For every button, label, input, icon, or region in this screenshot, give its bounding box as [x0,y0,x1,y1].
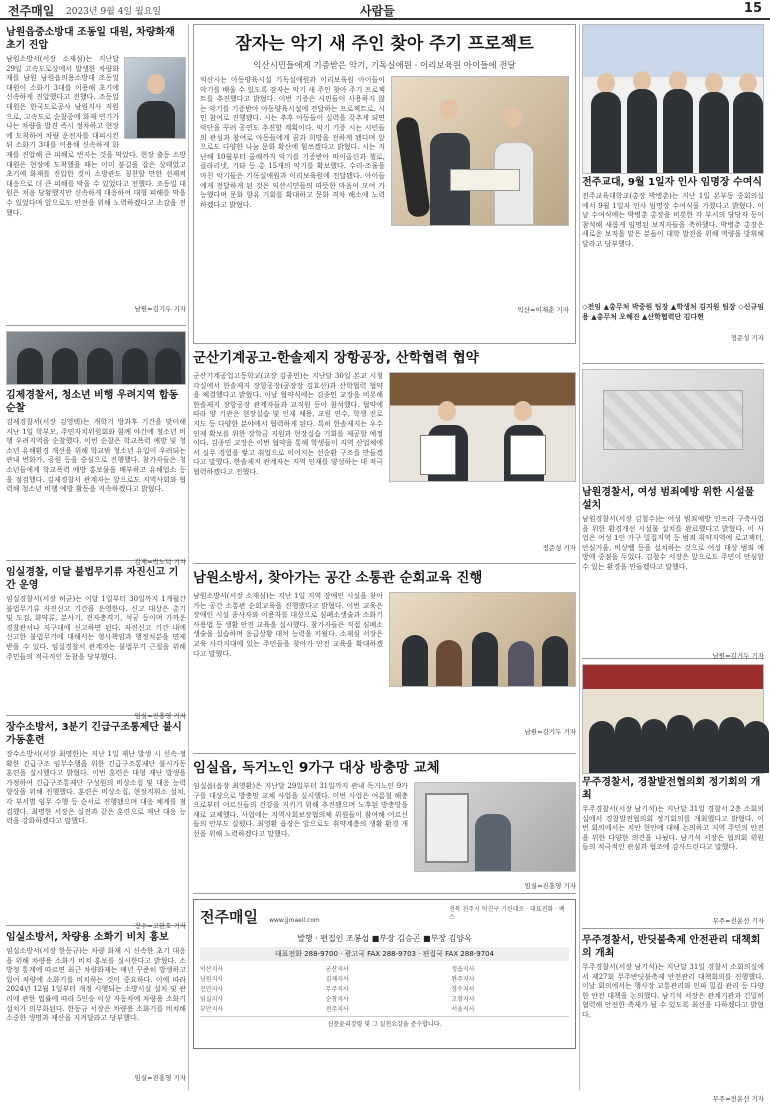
branch-item: 익산지사 [200,966,224,973]
article-headline: 무주경찰서, 경찰발전협의회 정기회의 개최 [582,777,761,801]
masthead [0,0,770,20]
masthead-brand: 전주매일 [8,4,55,18]
article-headline: 남원경찰서, 여성 범죄예방 위한 시설물 설치 [582,487,755,511]
article-headline: 임실경찰, 이달 불법무기류 자진신고 기간 운영 [6,567,179,591]
staff-phones: 대표전화 288-9700 · 광고국 FAX 288-9703 · 편집국 FAX 288-9704 [200,947,569,961]
article-byline: 임실=진홍영 기자 [134,1074,186,1082]
article [582,664,764,929]
article-byline: 남원=김기두 기자 [134,305,186,313]
staff-people: 발행 · 편집인 조봉섭 ■부장 김승곤 ■부장 김양옥 [297,934,472,943]
branch-item: 진안지사 [200,986,224,993]
branch-item: 정읍지사 [451,966,475,973]
article-headline: 남원소방서, 찾아가는 공간 소통관 순회교육 진행 [193,570,483,586]
article-byline: 남원=김기두 기자 [524,728,576,736]
article-byline: 김제=박노덕 기자 [134,558,186,566]
appointment-ceremony-photo [582,24,764,174]
branch-list [200,964,569,1013]
feature-body: 익산시는 아동양육시설 기독실애원과 이리보육원 아이들이 악기를 배울 수 있도록 잠자는 악기 새 주인 찾아 주기 프로젝트를 추진했다고 밝혔다. 이번 기증은 시민들이 사용하지 않는 악기를 기증받아 아동양육시설에 전달하는 프로젝트로, 시민 참여로 진행됐다. 시는 추후 아동들이 실력을 갖추게 되면 악단을 꾸려 공연도 추진할 계획이다. 악기 기증 시는 시민들의 관심과 참여로 아동들에게 꿈과 희망을 전하게 됐다며 앞으로도 다양한 나눔 문화 확산에 힘쓰겠다고 밝혔다. 시는 지난해 10월부터 올해까지 악기를 기증받아 바이올린과 첼로, 클라리넷, 기타 등 총 15개의 악기를 확보했다. 수리·조율을 마친 악기들은 기독실애원과 이리보육원에 전달됐다. 아이들에게 전달하게 된 것은 익산시민들의 따뜻한 마음이 모여 가능했다며 문화 향유 기회를 확대하고 문화 격차 해소에 노력하겠다고 밝혔다. [200,76,385,209]
article-headline: 남원읍중소방대 조동일 대원, 차량화재 초기 진압 [6,27,175,51]
council-meeting-photo [582,664,764,774]
article-headline: 장수소방서, 3분기 긴급구조통제단 불시가동훈련 [6,722,182,746]
right-column [582,24,764,1109]
article [582,934,764,1104]
branch-item: 장수지사 [451,986,475,993]
article-body: 무주경찰서(서장 남기석)는 지난달 31일 경찰서 2층 소회의실에서 경찰발전협의회 정기회의를 개최했다고 밝혔다. 이번 회의에서는 치안 현안에 대해 논의하고 지역 주민의 안전을 위한 다양한 의견을 나눴다. 남기석 서장은 협의회 위원들의 적극적인 관심과 협조에 감사드린다고 말했다. [582,805,764,852]
middle-column [193,24,576,1049]
article [193,569,576,754]
feature-article [193,24,576,344]
article-byline: 임실=진홍영 기자 [134,712,186,720]
article-byline: 무주=전운선 기자 [712,917,764,925]
article-body: 남원경찰서(서장 김철수)는 여성 범죄예방 인프라 구축사업을 위한 환경개선 시설물 설치를 완료했다고 밝혔다. 이 사업은 여성 1인 가구 밀집지역 등 범죄 취약지역에 로고젝터, 안심거울, 비상벨 등을 설치하는 것으로 여성 대상 범죄 예방에 중점을 두었다. 김철수 서장은 앞으로도 주민이 안심할 수 있는 환경을 만들겠다고 말했다. [582,515,764,571]
article [6,566,186,720]
article-headline: 임실소방서, 차량용 소화기 비치 홍보 [6,932,169,943]
cpr-training-photo [389,592,576,687]
branch-item: 남원지사 [200,976,224,983]
article-body: 김제경찰서(서장 김영택)는 개학기 방과후 기간을 맞이해 지난 1일 학부모, 주민자치위원회와 함께 야간에 청소년 비행 우려지역을 순찰했다. 이번 순찰은 학교폭력 예방 및 청소년 유해환경 개선을 위해 학교밖 청소년 유입이 우려되는 관내 번화가, 공원 등을 중심으로 진행했다. 참가자들은 청소년들에게 학교폭력 예방 홍보물을 배부하고 유해업소 등을 점검했다. 김제경찰서 관계자는 앞으로도 지역사회와 협력해 청소년 비행 예방 활동을 지속하겠다고 밝혔다. [6,418,186,494]
staff-address: 전북 전주시 덕진구 기린대로 · 대표전화 · 팩스 [449,906,565,921]
branch-item: 김제지사 [325,976,349,983]
page-number: 15 [743,1,762,16]
article-byline: 정준성 기자 [542,544,576,552]
branch-item: 부안지사 [200,1006,224,1013]
article-body: 남원소방서(서장 소재심)는 지난달 29일 고속도로상에서 발생한 차량화재를 남원 남원읍의용소방대 조동일 대원이 소화기 3대를 이용해 초기에 신속하게 진압했다고 전했다. 조동일 대원은 한국도로공사 남원지사 직원으로, 고속도로 순찰중에 화재 연기가 나는 차량을 발견 즉시 정차하고 현장에 도착하여 차량 운전자를 대피시킨 뒤 소화기 3대를 이용해 신속하게 화재를 진압해 큰 피해로 번지는 것을 막았다. 현장 출동 소방대원은 현장에 도착했을 때는 이미 불길을 잡은 상태였고 초기에 화재를 진압한 것이 소방관도 칭찬할 만한 선제적 대응으로 더 큰 피해를 막을 수 있었다고 전했다. 조동일 대원은 처음 당황했지만 신속하게 대응하여 대형 피해를 막을 수 있었다며 앞으로도 안전을 위해 노력하겠다고 소감을 전했다. [6,55,186,217]
article-body: 무주경찰서(서장 남기석)는 지난달 31일 경찰서 소회의실에서 제27회 무주반딧불축제 안전관리 대책회의를 진행했다. 이날 회의에서는 행사장 교통관리와 인파 밀집 관리 등 다양한 안전 대책을 논의했다. 남기석 서장은 관계기관과 긴밀히 협력해 안전한 축제가 될 수 있도록 최선을 다하겠다고 밝혔다. [582,963,764,1019]
article-byline: 남원=김기두 기자 [712,652,764,660]
staff-logo: 전주매일 [200,908,258,926]
feature-headline: 잠자는 악기 새 주인 찾아 주기 프로젝트 [235,34,534,54]
article [582,24,764,364]
article-body: 장수소방서(서장 최명한)는 지난 1일 재난 발생 시 신속·정확한 긴급구조 임무수행을 위한 긴급구조통제단 불시가동 훈련을 실시했다고 밝혔다. 이번 훈련은 대형 재난 발생을 가정하여 긴급구조통제단 구성원의 비상소집 및 대응 능력 향상을 위해 진행했다. 훈련은 비상소집, 현장지휘소 설치, 각 부서별 임무 수행 등 순서로 진행됐으며 대응 체계를 점검했다. 최명한 서장은 실전과 같은 훈련으로 재난 대응 능력을 강화하겠다고 말했다. [6,750,186,826]
branch-item: 전주지사 [325,1006,349,1013]
feature-byline: 익산=이재춘 기자 [517,306,569,314]
article-headline: 임실읍, 독거노인 9가구 대상 방충망 교체 [193,760,440,776]
article-headline: 김제경찰서, 청소년 비행 우려지역 합동순찰 [6,390,179,414]
article-headline: 군산기계공고-한솔제지 장항공장, 산학협력 협약 [193,350,479,366]
branch-item: 순창지사 [325,996,349,1003]
masthead-section: 사람들 [360,4,395,18]
article-body: 임실읍(읍장 최영환)은 지난달 29일부터 31일까지 관내 독거노인 9가구를 대상으로 방충망 교체 사업을 실시했다. 이번 사업은 여름철 해충으로부터 어르신들의 건강을 지키기 위해 추진됐으며 노후된 방충망을 새로 교체했다. 사업에는 지역사회보장협의체 위원들이 참여해 어르신들의 안부도 살폈다. 최영환 읍장은 앞으로도 취약계층의 생활 환경 개선을 위해 노력하겠다고 말했다. [193,782,408,838]
branch-item: 군산지사 [325,966,349,973]
article [6,721,186,930]
article [193,349,576,564]
article-body: 군산기계공업고등학교(교장 김종민)는 지난달 30일 본교 시청각실에서 한솔제지 장항공장(공장장 김효산)과 산학협력 협약을 체결했다고 밝혔다. 이날 협약식에는 김종민 교장을 비롯해 한솔제지 장항공장 관계자들과 교직원 등이 참석했다. 협약에 따라 양 기관은 현장실습 및 인재 채용, 교원 연수, 학생 진로 지도 등 다양한 분야에서 협력하게 된다. 특히 한솔제지는 우수 인재 확보를 위한 장학금 지원과 현장실습 기회를 제공할 예정이다. 김종민 교장은 이번 협약을 통해 학생들이 지역 산업체에서 실무 경험을 쌓고 취업으로 이어지는 선순환 구조를 만들겠다고 말했다. 한솔제지 관계자는 지역 인재를 양성하는 데 적극 협력하겠다고 전했다. [193,372,383,476]
window-screen-photo [414,782,576,872]
article [193,759,576,894]
left-column [6,24,186,1096]
article-byline: 장수=고완호 기자 [134,922,186,930]
column-rule [188,24,189,1090]
article-headline: 무주경찰서, 반딧불축제 안전관리 대책회의 개최 [582,935,761,959]
staff-url[interactable]: www.jjmaeil.com [269,917,320,924]
branch-item: 고창지사 [451,996,475,1003]
mou-signing-photo [389,372,576,482]
article-headline: 전주교대, 9월 1일자 인사 임명장 수여식 [582,177,763,188]
article-byline: 임실=진홍영 기자 [524,882,576,890]
branch-item: 완주지사 [451,976,475,983]
article-byline: 정준성 기자 [730,334,764,342]
article [582,369,764,659]
patrol-photo [6,331,186,385]
article-byline: 무주=전운선 기자 [712,1095,764,1103]
article-body: 임실경찰서(서장 허균)는 이달 1일부터 30일까지 1개월간 불법무기류 자진신고 기간을 운영한다. 신고 대상은 총기 및 도검, 화약류, 분사기, 전자충격기, 석궁 등이며 가까운 경찰관서나 지구대에 신고하면 된다. 자진신고 기간 내에 신고한 불법무기에 대해서는 형사책임과 행정처분을 면제받을 수 있다. 임실경찰서 관계자는 불법무기 근절을 위해 주민들의 적극적인 동참을 당부했다. [6,595,186,661]
article [6,26,186,326]
appointment-list: ◇전임 ▲총무처 박중원 팀장 ▲학생처 김지원 팀장 ◇신규임용 ▲총무처 오혜진 ▲산학협력단 김다현 [582,302,764,321]
instrument-donation-photo [391,76,569,226]
article-body: 전주교육대학교(총장 박병춘)는 지난 1일 본부동 중회의실에서 9월 1일자 인사 임명장 수여식을 가졌다고 밝혔다. 이날 수여식에는 박병춘 총장을 비롯한 각 부서의 담당자 등이 참석해 새롭게 임명된 보직자들을 축하했다. 박병춘 총장은 새로운 보직을 맡은 분들이 대학 발전을 위해 역량을 발휘해 달라고 당부했다. [582,192,764,248]
branch-item: 서울지사 [451,1006,475,1013]
staff-box [193,899,576,1049]
article [6,931,186,1091]
portrait-photo [124,57,186,139]
staff-footer: 신문윤리강령 및 그 실천요강을 준수합니다. [200,1016,569,1028]
branch-item: 임실지사 [200,996,224,1003]
article-body: 임실소방서(서장 한동규)는 차량 화재 시 신속한 초기 대응을 위해 차량용 소화기 비치 홍보를 실시한다고 밝혔다. 소방청 통계에 따르면 최근 차량화재는 매년 꾸준히 발생하고 있어 차량에 소화기를 비치하는 것이 중요하다. 이에 따라 2024년 12월 1일부터 개정 시행되는 소방시설 설치 및 관리에 관한 법률에 따라 5인승 이상 자동차에 차량용 소화기 설치가 의무화된다. 한동규 서장은 차량용 소화기를 비치해 소중한 생명과 재산을 지켜달라고 당부했다. [6,947,186,1023]
article-body: 남원소방서(서장 소재심)는 지난 1일 지역 장애인 시설을 찾아가는 공간 소통관 순회교육을 진행했다고 밝혔다. 이번 교육은 장애인 시설 종사자와 이용자를 대상으로 심폐소생술과 소화기 사용법 등 생활 안전 교육을 실시했다. 참가자들은 직접 심폐소생술을 실습하며 응급상황 대처 능력을 키웠다. 소재심 서장은 교육 사각지대에 있는 주민들을 찾아가 안전 교육을 확대하겠다고 말했다. [193,592,383,658]
column-rule [579,24,580,1090]
masthead-date: 2023년 9월 4일 월요일 [66,7,162,17]
article [6,331,186,566]
feature-subhead: 익산시민들에게 기증받은 악기, 기독실애원 · 이리보육원 아이들에 전달 [253,61,516,71]
mural-photo [582,369,764,484]
branch-item: 무주지사 [325,986,349,993]
